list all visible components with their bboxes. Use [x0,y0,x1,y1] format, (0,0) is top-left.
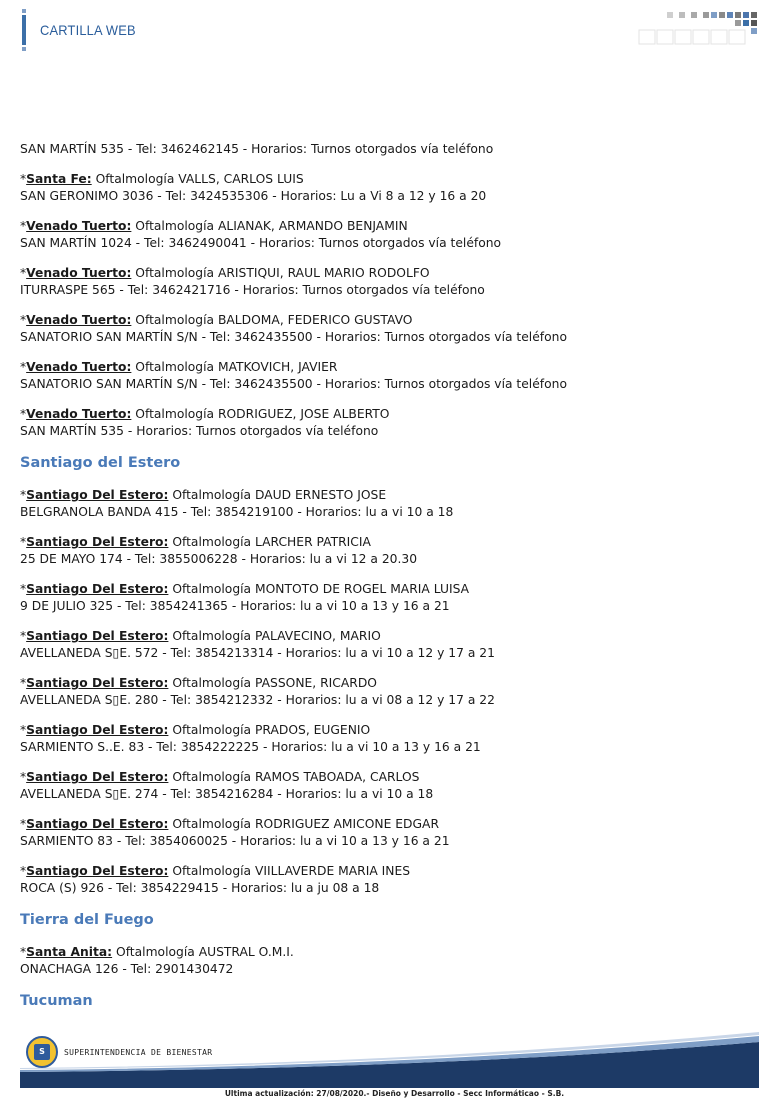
entry-city: Venado Tuerto: [26,313,132,327]
entry-address: 9 DE JULIO 325 - Tel: 3854241365 - Horarios: lu a vi 10 a 13 y 16 a 21 [20,599,450,613]
entry-title-line: *Venado Tuerto: Oftalmología ARISTIQUI, RAUL MARIO RODOLFO [20,266,430,280]
entry-provider: Oftalmología LARCHER PATRICIA [168,535,371,549]
entry-city: Santiago Del Estero: [26,770,169,784]
entry-city: Venado Tuerto: [26,266,132,280]
directory-entry [20,675,740,709]
directory-entry [20,312,740,346]
footer-wave-graphic [20,1032,759,1088]
entry-address: BELGRANOLA BANDA 415 - Tel: 3854219100 - Horarios: lu a vi 10 a 18 [20,505,454,519]
section-title-tucuman: Tucuman [20,993,93,1009]
entry-address: ONACHAGA 126 - Tel: 2901430472 [20,962,234,976]
directory-entry [20,722,740,756]
entry-provider: Oftalmología AUSTRAL O.M.I. [112,945,294,959]
directory-content [20,141,740,1025]
entry-provider: Oftalmología VIILLAVERDE MARIA INES [168,864,411,878]
entry-address: AVELLANEDA S▯E. 572 - Tel: 3854213314 - Horarios: lu a vi 10 a 12 y 17 a 21 [20,646,495,660]
logo-emblem-icon: S [34,1044,50,1060]
entry-address: SANATORIO SAN MARTÍN S/N - Tel: 3462435500 - Horarios: Turnos otorgados vía teléfono [20,330,567,344]
entry-provider: Oftalmología PRADOS, EUGENIO [168,723,371,737]
directory-entry [20,265,740,299]
entry-city: Santa Fe: [26,172,92,186]
directory-entry [20,944,740,978]
entry-address: ITURRASPE 565 - Tel: 3462421716 - Horarios: Turnos otorgados vía teléfono [20,283,485,297]
entry-address: SANATORIO SAN MARTÍN S/N - Tel: 3462435500 - Horarios: Turnos otorgados vía teléfono [20,377,567,391]
entry-address: SARMIENTO S..E. 83 - Tel: 3854222225 - Horarios: lu a vi 10 a 13 y 16 a 21 [20,740,481,754]
entry-city: Santiago Del Estero: [26,582,169,596]
entry-title-line: *Santiago Del Estero: Oftalmología RODRIGUEZ AMICONE EDGAR [20,817,439,831]
entry-provider: Oftalmología VALLS, CARLOS LUIS [91,172,304,186]
entry-provider: Oftalmología MONTOTO DE ROGEL MARIA LUISA [168,582,470,596]
directory-entry [20,816,740,850]
page-header [0,0,759,60]
entry-provider: Oftalmología RODRIGUEZ AMICONE EDGAR [168,817,439,831]
directory-entry [20,359,740,393]
entry-title-line: *Santa Anita: Oftalmología AUSTRAL O.M.I. [20,945,294,959]
entry-address: ROCA (S) 926 - Tel: 3854229415 - Horarios: lu a ju 08 a 18 [20,881,380,895]
entry-address: AVELLANEDA S▯E. 274 - Tel: 3854216284 - Horarios: lu a vi 10 a 18 [20,787,434,801]
entry-title-line: *Santiago Del Estero: Oftalmología DAUD ERNESTO JOSE [20,488,387,502]
entry-provider: Oftalmología ALIANAK, ARMANDO BENJAMIN [131,219,408,233]
entry-address: SAN MARTÍN 535 - Horarios: Turnos otorgados vía teléfono [20,424,379,438]
entry-provider: Oftalmología MATKOVICH, JAVIER [131,360,338,374]
entry-title-line: *Santiago Del Estero: Oftalmología PRADOS, EUGENIO [20,723,371,737]
directory-entry [20,628,740,662]
entry-address: SARMIENTO 83 - Tel: 3854060025 - Horarios: lu a vi 10 a 13 y 16 a 21 [20,834,450,848]
entry-title-line: *Santiago Del Estero: Oftalmología RAMOS TABOADA, CARLOS [20,770,420,784]
entry-title-line: *Santiago Del Estero: Oftalmología MONTOTO DE ROGEL MARIA LUISA [20,582,470,596]
entry-address: SAN MARTÍN 535 - Tel: 3462462145 - Horarios: Turnos otorgados vía teléfono [20,142,494,156]
santa-fe-list [20,171,740,440]
entry-provider: Oftalmología RODRIGUEZ, JOSE ALBERTO [131,407,390,421]
directory-entry [20,141,740,158]
tierra-list [20,944,740,978]
entry-address: 25 DE MAYO 174 - Tel: 3855006228 - Horarios: lu a vi 12 a 20.30 [20,552,418,566]
directory-entry [20,487,740,521]
entry-city: Santiago Del Estero: [26,535,169,549]
entry-address: AVELLANEDA S▯E. 280 - Tel: 3854212332 - Horarios: lu a vi 08 a 12 y 17 a 22 [20,693,495,707]
directory-entry [20,863,740,897]
footer-update-note: Ultima actualización: 27/08/2020.- Diseño y Desarrollo - Secc Informáticao - S.B. [224,1089,565,1098]
entry-title-line: *Santiago Del Estero: Oftalmología LARCHER PATRICIA [20,535,371,549]
entry-city: Santiago Del Estero: [26,629,169,643]
footer-org-name: SUPERINTENDENCIA DE BIENESTAR [64,1048,213,1057]
entry-title-line: *Santiago Del Estero: Oftalmología PALAVECINO, MARIO [20,629,381,643]
header-squares-decoration [637,10,759,48]
page-footer [20,1032,759,1088]
section-title-tierra-del-fuego: Tierra del Fuego [20,912,154,928]
entry-city: Santiago Del Estero: [26,817,169,831]
directory-entry [20,534,740,568]
directory-entry [20,581,740,615]
entry-city: Venado Tuerto: [26,219,132,233]
superintendencia-logo [26,1036,58,1068]
entry-title-line: *Santa Fe: Oftalmología VALLS, CARLOS LUIS [20,172,304,186]
entry-city: Venado Tuerto: [26,407,132,421]
entry-title-line: *Venado Tuerto: Oftalmología BALDOMA, FEDERICO GUSTAVO [20,313,413,327]
directory-entry [20,218,740,252]
entry-provider: Oftalmología PALAVECINO, MARIO [168,629,381,643]
entry-city: Santiago Del Estero: [26,488,169,502]
entry-title-line: *Venado Tuerto: Oftalmología RODRIGUEZ, JOSE ALBERTO [20,407,390,421]
entry-title-line: *Venado Tuerto: Oftalmología MATKOVICH, JAVIER [20,360,338,374]
directory-entry [20,769,740,803]
entry-city: Venado Tuerto: [26,360,132,374]
entry-title-line: *Santiago Del Estero: Oftalmología VIILLAVERDE MARIA INES [20,864,411,878]
directory-entry [20,171,740,205]
entry-provider: Oftalmología BALDOMA, FEDERICO GUSTAVO [131,313,413,327]
entry-city: Santiago Del Estero: [26,864,169,878]
entry-provider: Oftalmología ARISTIQUI, RAUL MARIO RODOLFO [131,266,430,280]
entry-provider: Oftalmología DAUD ERNESTO JOSE [168,488,387,502]
entry-city: Santiago Del Estero: [26,676,169,690]
header-accent-bar [22,15,26,45]
entry-address: SAN GERONIMO 3036 - Tel: 3424535306 - Horarios: Lu a Vi 8 a 12 y 16 a 20 [20,189,487,203]
entry-city: Santa Anita: [26,945,113,959]
entry-city: Santiago Del Estero: [26,723,169,737]
entry-address: SAN MARTÍN 1024 - Tel: 3462490041 - Horarios: Turnos otorgados vía teléfono [20,236,502,250]
entry-provider: Oftalmología RAMOS TABOADA, CARLOS [168,770,420,784]
header-title: CARTILLA WEB [40,22,136,38]
entry-title-line: *Venado Tuerto: Oftalmología ALIANAK, ARMANDO BENJAMIN [20,219,408,233]
santiago-list [20,487,740,897]
directory-entry [20,406,740,440]
entry-provider: Oftalmología PASSONE, RICARDO [168,676,377,690]
section-title-santiago: Santiago del Estero [20,455,181,471]
entry-title-line: *Santiago Del Estero: Oftalmología PASSONE, RICARDO [20,676,377,690]
